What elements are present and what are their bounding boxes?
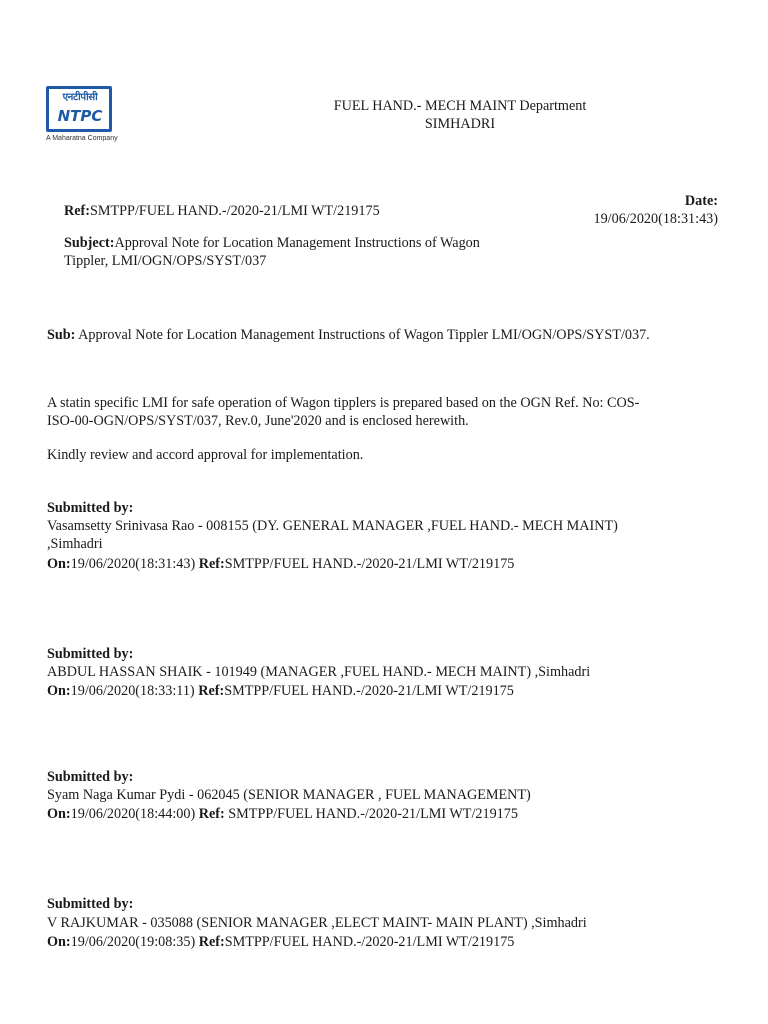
submission-timestamp: On:19/06/2020(18:31:43) Ref:SMTPP/FUEL HAND.-/2020-21/LMI WT/219175 [47,556,515,572]
submitter-details: ABDUL HASSAN SHAIK - 101949 (MANAGER ,FUEL HAND.- MECH MAINT) ,Simhadri [47,664,591,680]
department-title: FUEL HAND.- MECH MAINT Department [333,98,587,114]
logo-english-text: NTPC [57,107,103,125]
ntpc-logo [46,86,118,148]
sub-line: Sub: Approval Note for Location Management Instructions of Wagon Tippler LMI/OGN/OPS/SYST/037. [47,327,650,343]
logo-hindi-text: एनटीपीसी [62,92,98,103]
submitted-by-heading: Submitted by: [47,896,134,912]
submitter-details: Vasamsetty Srinivasa Rao - 008155 (DY. GENERAL MANAGER ,FUEL HAND.- MECH MAINT) [47,518,618,534]
submitted-by-heading: Submitted by: [47,500,134,516]
submitter-details: Syam Naga Kumar Pydi - 062045 (SENIOR MANAGER , FUEL MANAGEMENT) [47,787,531,803]
subject-line-2: Tippler, LMI/OGN/OPS/SYST/037 [64,253,267,269]
submission-timestamp: On:19/06/2020(18:33:11) Ref:SMTPP/FUEL HAND.-/2020-21/LMI WT/219175 [47,683,514,699]
date-value: 19/06/2020(18:31:43) [593,211,718,227]
location-title: SIMHADRI [424,116,496,132]
submitter-location: ,Simhadri [47,536,103,552]
body-paragraph-line-2: ISO-00-OGN/OPS/SYST/037, Rev.0, June'2020 and is enclosed herewith. [47,413,469,429]
body-paragraph-line-1: A statin specific LMI for safe operation of Wagon tipplers is prepared based on the OGN Ref. No: COS- [47,395,640,411]
submitter-details: V RAJKUMAR - 035088 (SENIOR MANAGER ,ELECT MAINT- MAIN PLANT) ,Simhadri [47,915,587,931]
submitted-by-heading: Submitted by: [47,769,134,785]
reference-line: Ref:SMTPP/FUEL HAND.-/2020-21/LMI WT/219175 [64,203,380,219]
review-paragraph: Kindly review and accord approval for implementation. [47,447,364,463]
submitted-by-heading: Submitted by: [47,646,134,662]
submission-timestamp: On:19/06/2020(19:08:35) Ref:SMTPP/FUEL HAND.-/2020-21/LMI WT/219175 [47,934,515,950]
logo-tagline: A Maharatna Company [46,135,118,142]
date-label: Date: [684,193,718,209]
logo-frame [46,86,112,132]
submission-timestamp: On:19/06/2020(18:44:00) Ref: SMTPP/FUEL HAND.-/2020-21/LMI WT/219175 [47,806,518,822]
subject-line-1: Subject:Approval Note for Location Management Instructions of Wagon [64,235,480,251]
